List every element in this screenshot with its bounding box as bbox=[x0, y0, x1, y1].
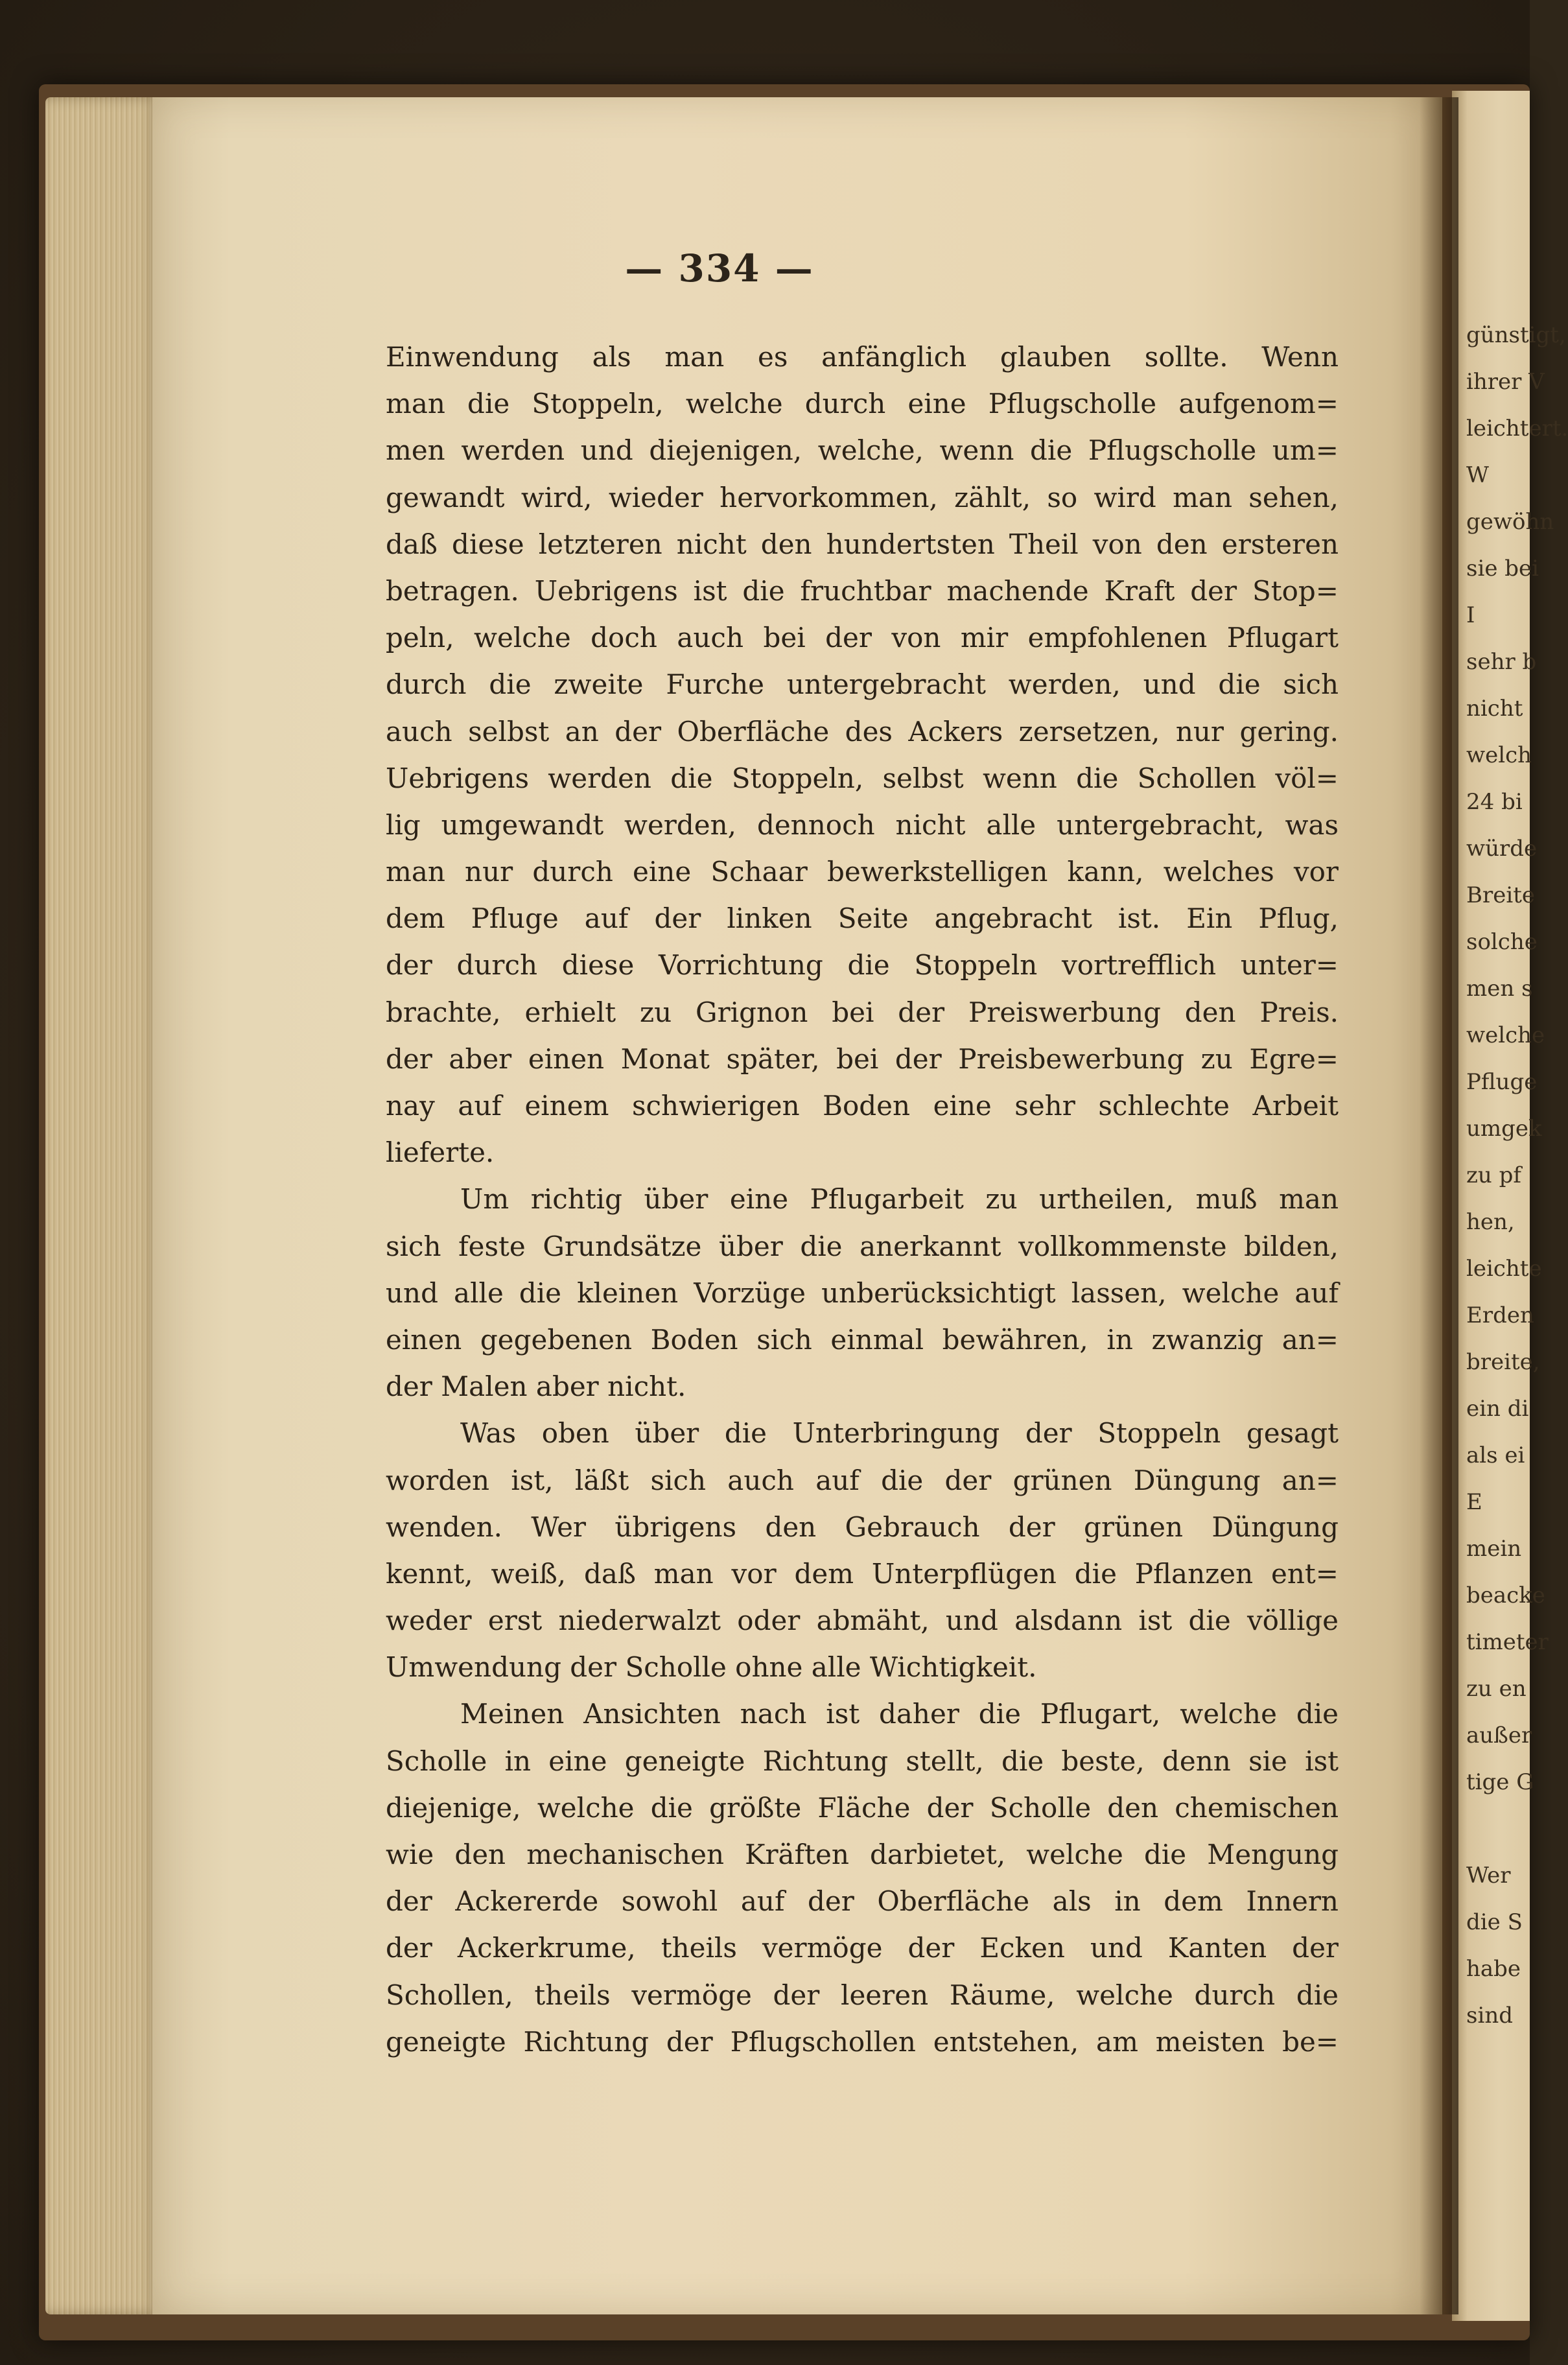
book-gutter bbox=[1420, 97, 1458, 2314]
fragment-line: leichte bbox=[1466, 1256, 1542, 1282]
fragment-line: ihrer V bbox=[1466, 369, 1545, 395]
fragment-line: men s bbox=[1466, 976, 1533, 1002]
text-line: Was oben über die Unterbringung der Stoppeln gesagt bbox=[460, 1417, 1339, 1450]
fragment-line: habe bbox=[1466, 1956, 1521, 1982]
text-line: weder erst niederwalzt oder abmäht, und alsdann ist die völlige bbox=[386, 1605, 1339, 1637]
text-line: wie den mechanischen Kräften darbietet, welche die Mengung bbox=[386, 1839, 1339, 1870]
text-line: dem Pfluge auf der linken Seite angebracht ist. Ein Pflug, bbox=[386, 902, 1339, 935]
text-line: peln, welche doch auch bei der von mir empfohlenen Pflugart bbox=[386, 622, 1339, 654]
text-line: geneigte Richtung der Pflugschollen entstehen, am meisten be= bbox=[386, 2025, 1339, 2058]
body-text bbox=[386, 334, 1339, 2065]
fragment-line: hen, bbox=[1466, 1209, 1515, 1235]
text-line: der Malen aber nicht. bbox=[386, 1371, 686, 1403]
fragment-line: nicht bbox=[1466, 696, 1523, 722]
fragment-line: zu en bbox=[1466, 1676, 1527, 1702]
text-line: lig umgewandt werden, dennoch nicht alle untergebracht, was bbox=[386, 808, 1339, 841]
text-line: Um richtig über eine Pflugarbeit zu urtheilen, muß man bbox=[460, 1183, 1339, 1216]
fragment-line: beacke bbox=[1466, 1583, 1545, 1608]
fragment-line: gewöhn bbox=[1466, 509, 1554, 535]
fragment-line: ein di bbox=[1466, 1396, 1529, 1422]
fragment-line: I bbox=[1466, 602, 1475, 628]
fragment-line: 24 bi bbox=[1466, 789, 1523, 815]
fragment-line bbox=[1466, 1818, 1531, 1865]
text-line: der Ackerkrume, theils vermöge der Ecken und Kanten der bbox=[386, 1932, 1339, 1964]
text-line: kennt, weiß, daß man vor dem Unterpflügen die Pflanzen ent= bbox=[386, 1557, 1339, 1590]
fragment-line: sind bbox=[1466, 2003, 1513, 2029]
text-line: und alle die kleinen Vorzüge unberücksichtigt lassen, welche auf bbox=[386, 1277, 1339, 1309]
fragment-line: die S bbox=[1466, 1909, 1523, 1935]
text-line: gewandt wird, wieder hervorkommen, zählt, so wird man sehen, bbox=[386, 481, 1339, 513]
text-line: man nur durch eine Schaar bewerkstelligen kann, welches vor bbox=[386, 856, 1339, 888]
fragment-line: breite, bbox=[1466, 1349, 1540, 1375]
text-line: Schollen, theils vermöge der leeren Räume, welche durch die bbox=[386, 1979, 1339, 2011]
page-number: — 334 — bbox=[625, 246, 814, 290]
text-line: der durch diese Vorrichtung die Stoppeln vortrefflich unter= bbox=[386, 949, 1339, 982]
fragment-line: zu pf bbox=[1466, 1162, 1521, 1188]
text-line: Meinen Ansichten nach ist daher die Pflugart, welche die bbox=[460, 1698, 1339, 1730]
right-page-fragments bbox=[1466, 322, 1568, 2051]
fragment-line: außer bbox=[1466, 1723, 1532, 1748]
text-line: Uebrigens werden die Stoppeln, selbst wenn die Schollen völ= bbox=[386, 762, 1339, 794]
fragment-line: würde bbox=[1466, 836, 1538, 862]
text-line: lieferte. bbox=[386, 1136, 495, 1169]
fragment-line: timeter bbox=[1466, 1629, 1549, 1655]
text-line: der Ackererde sowohl auf der Oberfläche als in dem Innern bbox=[386, 1885, 1339, 1918]
text-line: Einwendung als man es anfänglich glauben sollte. Wenn bbox=[386, 341, 1339, 373]
fragment-line: tige G bbox=[1466, 1769, 1534, 1795]
text-line: wenden. Wer übrigens den Gebrauch der grünen Düngung bbox=[386, 1511, 1339, 1543]
fragment-line: Pfluge bbox=[1466, 1069, 1538, 1095]
fragment-line: welche bbox=[1466, 1022, 1545, 1048]
fragment-line: Breite bbox=[1466, 882, 1536, 908]
text-line: auch selbst an der Oberfläche des Ackers zersetzen, nur gering. bbox=[386, 715, 1339, 747]
text-line: daß diese letzteren nicht den hundertsten Theil von den ersteren bbox=[386, 528, 1339, 560]
fragment-line: umgek bbox=[1466, 1116, 1542, 1142]
fragment-line: welch bbox=[1466, 742, 1532, 768]
text-line: durch die zweite Furche untergebracht werden, und die sich bbox=[386, 668, 1339, 701]
fragment-line: günstigt, bbox=[1466, 322, 1566, 348]
text-line: brachte, erhielt zu Grignon bei der Preiswerbung den Preis. bbox=[386, 996, 1339, 1028]
text-line: betragen. Uebrigens ist die fruchtbar machende Kraft der Stop= bbox=[386, 574, 1339, 607]
text-line: nay auf einem schwierigen Boden eine sehr schlechte Arbeit bbox=[386, 1090, 1339, 1122]
text-line: einen gegebenen Boden sich einmal bewähren, in zwanzig an= bbox=[386, 1323, 1339, 1356]
fragment-line: E bbox=[1466, 1489, 1482, 1515]
fragment-line: Erden bbox=[1466, 1302, 1534, 1328]
text-line: der aber einen Monat später, bei der Preisbewerbung zu Egre= bbox=[386, 1042, 1339, 1075]
fragment-line: W bbox=[1466, 462, 1489, 488]
text-line: sich feste Grundsätze über die anerkannt vollkommenste bilden, bbox=[386, 1230, 1339, 1262]
fragment-line: Wer bbox=[1466, 1863, 1511, 1888]
text-line: diejenige, welche die größte Fläche der Scholle den chemischen bbox=[386, 1791, 1339, 1824]
fragment-line: solche bbox=[1466, 929, 1538, 955]
fragment-line: sehr b bbox=[1466, 649, 1537, 675]
text-line: Scholle in eine geneigte Richtung stellt, die beste, denn sie ist bbox=[386, 1745, 1339, 1777]
fragment-line: mein bbox=[1466, 1536, 1522, 1562]
page-edges bbox=[45, 97, 159, 2314]
fragment-line: als ei bbox=[1466, 1442, 1525, 1468]
text-line: men werden und diejenigen, welche, wenn die Pflugscholle um= bbox=[386, 434, 1339, 467]
text-line: man die Stoppeln, welche durch eine Pflugscholle aufgenom= bbox=[386, 388, 1339, 420]
fragment-line: leichtert. bbox=[1466, 416, 1568, 441]
fragment-line: sie bei bbox=[1466, 556, 1539, 582]
text-line: worden ist, läßt sich auch auf die der grünen Düngung an= bbox=[386, 1464, 1339, 1496]
text-line: Umwendung der Scholle ohne alle Wichtigkeit. bbox=[386, 1651, 1037, 1684]
